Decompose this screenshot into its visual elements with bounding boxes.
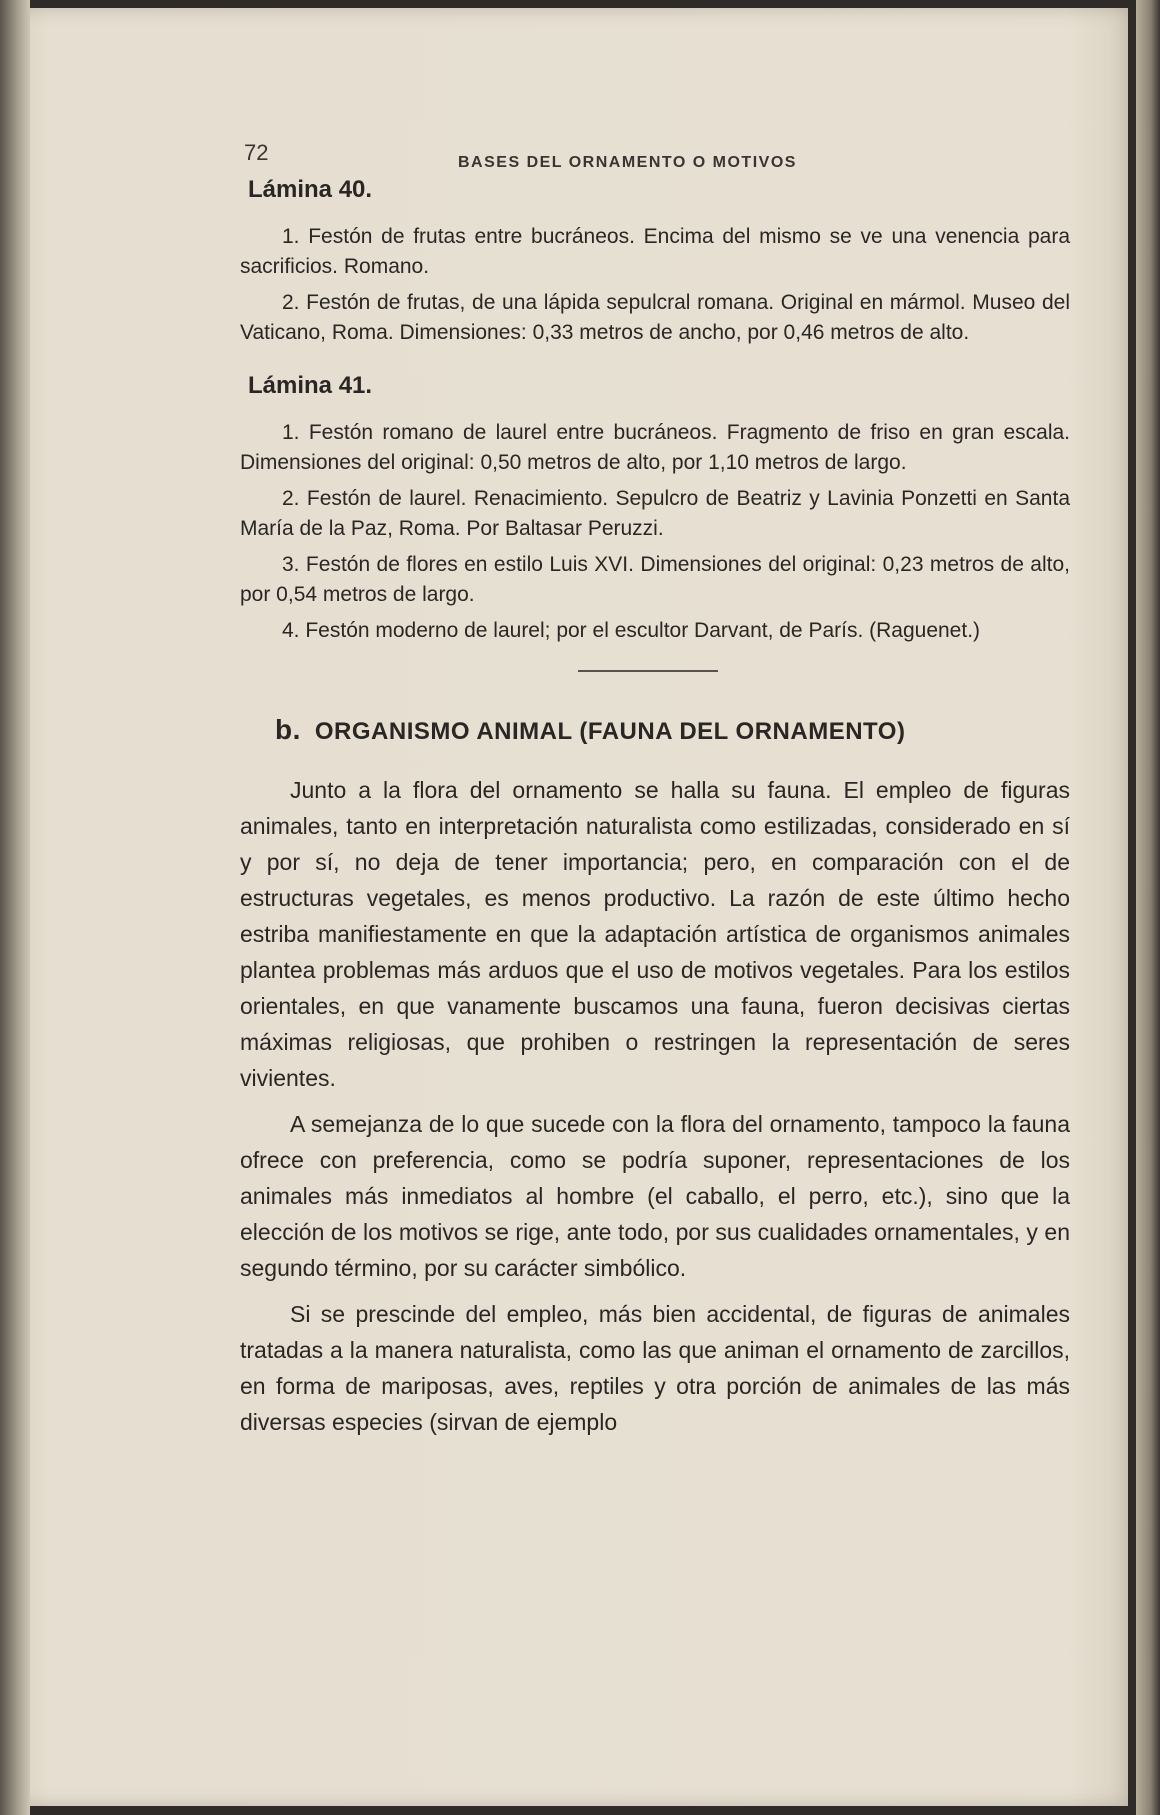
lamina-40-block	[240, 176, 1070, 348]
page-header	[240, 130, 1070, 176]
page-content	[240, 130, 1070, 1450]
body-paragraph: A semejanza de lo que sucede con la flora del ornamento, tampoco la fauna ofrece con preferencia, como se podría suponer, representaciones de los animales más inmediatos al hombre (el caballo, el perro, etc.), sino que la elección de los motivos se rige, ante todo, por sus cualidades ornamentales, y en segundo término, por su carácter simbólico.	[240, 1111, 1070, 1281]
lamina-41-block	[240, 372, 1070, 646]
lamina-40-entry: 1. Festón de frutas entre bucráneos. Encima del mismo se ve una venencia para sacrificios. Romano.	[240, 225, 1070, 278]
lamina-41-entry: 2. Festón de laurel. Renacimiento. Sepulcro de Beatriz y Lavinia Ponzetti en Santa María de la Paz, Roma. Por Baltasar Peruzzi.	[240, 487, 1070, 540]
lamina-41-entry: 1. Festón romano de laurel entre bucráneos. Fragmento de friso en gran escala. Dimensiones del original: 0,50 metros de alto, por 1,10 metros de largo.	[240, 421, 1070, 474]
lamina-41-entry: 3. Festón de flores en estilo Luis XVI. Dimensiones del original: 0,23 metros de alto, por 0,54 metros de largo.	[240, 553, 1070, 606]
page-edge	[1136, 0, 1160, 1815]
body-paragraph: Junto a la flora del ornamento se halla su fauna. El empleo de figuras animales, tanto en interpretación naturalista como estilizadas, considerado en sí y por sí, no deja de tener importancia; pero, en comparación con el de estructuras vegetales, es menos productivo. La razón de este último hecho estriba manifiestamente en que la adaptación artística de organismos animales plantea problemas más arduos que el uso de motivos vegetales. Para los estilos orientales, en que vanamente buscamos una fauna, fueron decisivas ciertas máximas religiosas, que prohiben o restringen la representación de seres vivientes.	[240, 777, 1070, 1091]
body-paragraph: Si se prescinde del empleo, más bien accidental, de figuras de animales tratadas a la manera naturalista, como las que animan el ornamento de zarcillos, en forma de mariposas, aves, reptiles y otra porción de animales de las más diversas especies (sirvan de ejemplo	[240, 1301, 1070, 1435]
lamina-40-entry: 2. Festón de frutas, de una lápida sepulcral romana. Original en mármol. Museo del Vaticano, Roma. Dimensiones: 0,33 metros de ancho, por 0,46 metros de alto.	[240, 291, 1070, 344]
page-number: 72	[244, 140, 269, 165]
running-head: BASES DEL ORNAMENTO O MOTIVOS	[458, 154, 797, 171]
section-divider	[578, 670, 718, 672]
lamina-41-title: Lámina 41.	[248, 372, 373, 399]
lamina-40-title: Lámina 40.	[248, 176, 373, 203]
section-title-text: ORGANISMO ANIMAL (FAUNA DEL ORNAMENTO)	[314, 718, 906, 745]
section-letter: b.	[275, 714, 301, 745]
lamina-41-entry: 4. Festón moderno de laurel; por el escultor Darvant, de París. (Raguenet.)	[282, 619, 981, 642]
section-heading	[275, 714, 1070, 746]
book-spine	[0, 0, 30, 1815]
